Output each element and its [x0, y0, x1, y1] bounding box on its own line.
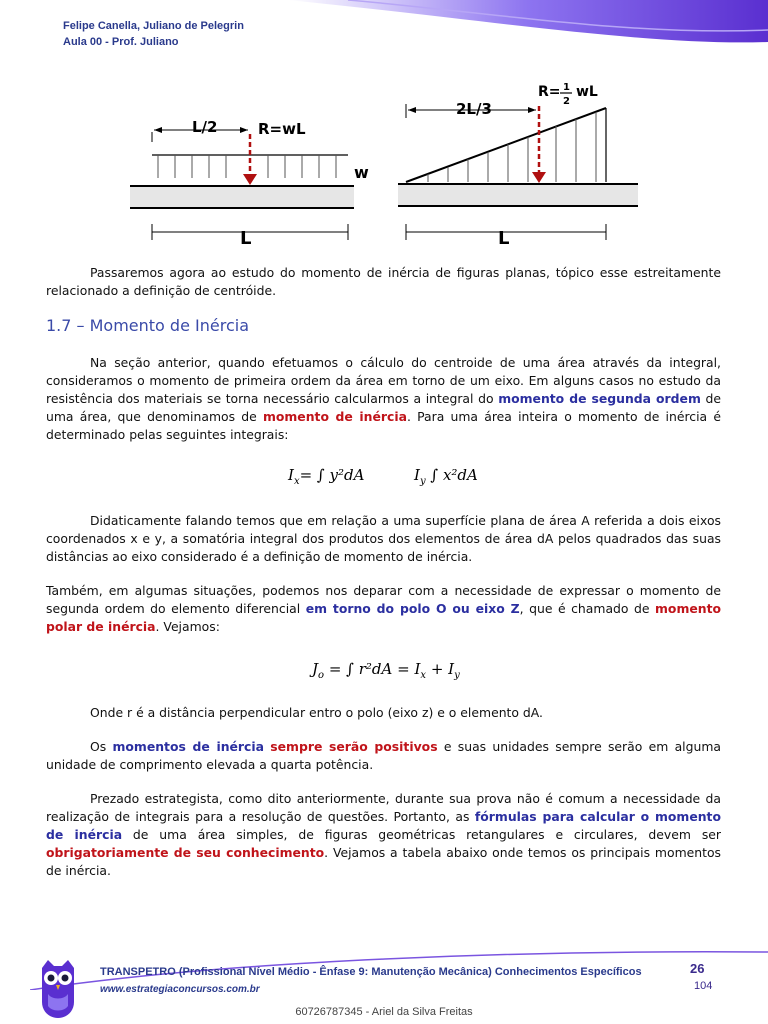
formula-jo-rhs: = ∫ r²dA = I	[328, 660, 421, 678]
left-resultant-label: R=wL	[258, 120, 306, 138]
p4-text-c: , que é chamado de	[519, 601, 656, 616]
left-load-label: w	[354, 163, 369, 182]
beam-load-diagram	[128, 82, 648, 252]
formula-jo-sub-x: x	[420, 670, 427, 681]
formula-jo-lhs: J	[312, 660, 319, 678]
p2-text-c: de uma área, que denominamos de	[46, 391, 721, 424]
paragraph-polar	[46, 582, 721, 636]
p6-text-a: Os	[90, 739, 113, 754]
watermark: 60726787345 - Ariel da Silva Freitas	[295, 1006, 473, 1018]
p7-highlight-mandatory: obrigatoriamente de seu conhecimento	[46, 845, 325, 860]
p6-highlight-moments: momentos de inércia	[112, 739, 264, 754]
paragraph-positive	[46, 738, 721, 774]
p4-highlight-polar-moment: momento polar de inércia	[46, 601, 722, 634]
formula-iy	[414, 466, 478, 487]
header-authors-block	[63, 18, 244, 50]
formula-jo-sub-y: y	[454, 670, 460, 681]
formula-iy-lhs: I	[414, 466, 420, 484]
right-resultant-numerator: 1	[563, 82, 570, 93]
header-authors: Felipe Canella, Juliano de Pelegrin	[63, 20, 244, 32]
p7-text-e: . Vejamos a tabela abaixo onde temos os principais momentos de inércia.	[46, 845, 722, 878]
formula-ix-rhs: = ∫ y²dA	[299, 466, 365, 484]
p6-text-d: e suas unidades sempre serão em alguma unidade de comprimento elevada a quarta potência.	[46, 739, 721, 772]
right-resultant-denominator: 2	[563, 96, 570, 107]
p7-text-c: de uma área simples, de figuras geométricas retangulares e circulares, devem ser	[122, 827, 721, 842]
formula-ix-sub: x	[293, 476, 300, 487]
p4-highlight-pole: em torno do polo O ou eixo Z	[305, 601, 520, 616]
left-half-length-label: L/2	[192, 118, 218, 136]
formula-jo-sub: o	[318, 670, 325, 681]
p4-text-a: Também, em algumas situações, podemos nos deparar com a necessidade de expressar o momento de segunda ordem do elemento diferencial	[46, 583, 721, 616]
formula-jo-plus: + I	[426, 660, 455, 678]
p4-text-e: . Vejamos:	[155, 619, 220, 634]
page-number: 26	[690, 961, 705, 976]
formula-iy-sub: y	[419, 476, 426, 487]
paragraph-definition	[46, 354, 721, 444]
p7-text-a: Prezado estrategista, como dito anteriormente, durante sua prova não é comum a necessidade da realização de integrais para a resolução de questões. Portanto, as	[46, 791, 721, 824]
header-lesson: Aula 00 - Prof. Juliano	[63, 36, 179, 48]
left-beam-diagram	[130, 118, 369, 249]
p7-highlight-formulas: fórmulas para calcular o momento de inércia	[46, 809, 721, 842]
footer-url-link[interactable]: www.estrategiaconcursos.com.br	[100, 984, 260, 995]
paragraph-r-distance: Onde r é a distância perpendicular entro o polo (eixo z) e o elemento dA.	[90, 705, 543, 720]
right-length-label: L	[498, 228, 510, 249]
p2-highlight-second-order: momento de segunda ordem	[498, 391, 701, 406]
right-resultant-suffix: wL	[576, 84, 598, 100]
paragraph-didactic: Didaticamente falando temos que em relação a uma superfície plana de área A referida a dois eixos coordenados x e y, a somatória integral dos produtos dos elementos de área dA pelos quadrados das suas distâncias ao eixo considerado é a definição de momento de inércia.	[46, 513, 721, 564]
p2-text-a: Na seção anterior, quando efetuamos o cálculo do centroide de uma área através da integral, consideramos o momento de primeira ordem da área em torno de um eixo. Em alguns casos no estudo da resistência dos materiais se torna necessário calcularmos a integral do	[46, 355, 721, 406]
paragraph-intro: Passaremos agora ao estudo do momento de inércia de figuras planas, tópico esse estreitamente relacionado a definição de centróide.	[46, 265, 721, 298]
page-total: 104	[694, 980, 713, 992]
formula-iy-rhs: ∫ x²dA	[430, 466, 478, 484]
section-title: 1.7 – Momento de Inércia	[46, 316, 249, 335]
right-resultant-prefix: R=	[538, 84, 561, 100]
right-beam-diagram	[398, 82, 638, 249]
footer-course-title: TRANSPETRO (Profissional Nível Médio - Ênfase 9: Manutenção Mecânica) Conhecimentos Específicos	[100, 966, 642, 978]
formula-jo	[312, 660, 460, 681]
header-decoration	[288, 0, 768, 50]
formula-ix-lhs: I	[288, 466, 294, 484]
left-length-label: L	[240, 228, 252, 249]
formula-ix	[288, 466, 364, 487]
p2-text-e: . Para uma área inteira o momento de inércia é determinado pelas seguintes integrais:	[46, 409, 721, 442]
p2-highlight-moment-inertia: momento de inércia	[262, 409, 407, 424]
paragraph-strategist	[46, 790, 721, 880]
p6-highlight-always-positive: sempre serão positivos	[270, 739, 438, 754]
right-two-thirds-label: 2L/3	[456, 100, 492, 118]
